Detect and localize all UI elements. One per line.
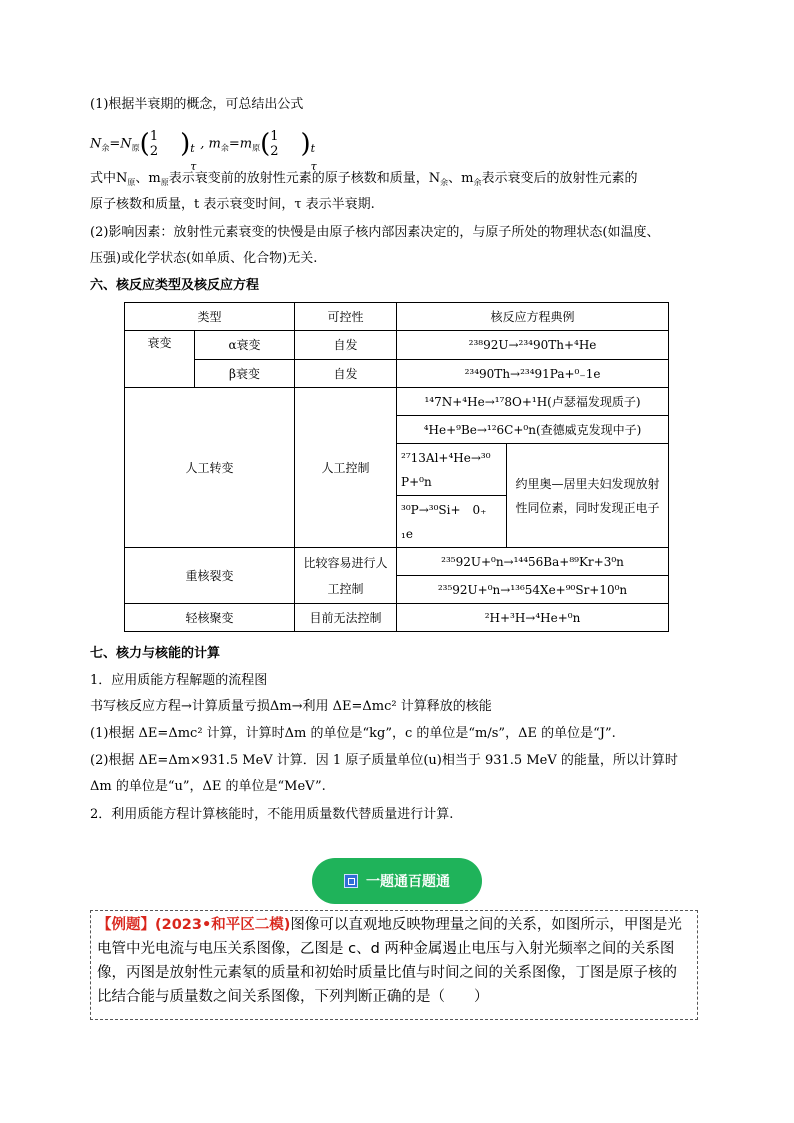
fusion-control: 目前无法控制 bbox=[295, 604, 397, 632]
banner-one-question bbox=[312, 858, 482, 904]
method-1: (1)根据 ΔE=Δmc² 计算，计算时Δm 的单位是“kg”，c 的单位是“m/s”，ΔE 的单位是“J”. bbox=[90, 726, 616, 741]
formula-explain-2: 原子核数和质量，t 表示衰变时间，τ 表示半衰期. bbox=[90, 197, 375, 212]
header-control: 可控性 bbox=[295, 303, 397, 331]
light-fusion: 轻核聚变 bbox=[125, 604, 295, 632]
curie-discovery: 约里奥—居里夫妇发现放射性同位素，同时发现正电子 bbox=[507, 444, 669, 548]
influence-factors-1: (2)影响因素：放射性元素衰变的快慢是由原子核内部因素决定的，与原子所处的物理状态(如温度、 bbox=[90, 225, 660, 240]
influence-factors-2: 压强)或化学状态(如单质、化合物)无关. bbox=[90, 251, 318, 266]
nuclear-reaction-table bbox=[124, 302, 669, 632]
chadwick-equation: ⁴He+⁹Be→¹²6C+⁰n(查德威克发现中子) bbox=[397, 416, 669, 444]
artificial-transmutation: 人工转变 bbox=[125, 388, 295, 548]
fission-control: 比较容易进行人工控制 bbox=[295, 548, 397, 604]
header-type: 类型 bbox=[125, 303, 295, 331]
alpha-control: 自发 bbox=[295, 331, 397, 360]
flow-title: 1．应用质能方程解题的流程图 bbox=[90, 673, 268, 688]
method-2-cont: Δm 的单位是“u”，ΔE 的单位是“MeV”. bbox=[90, 779, 326, 794]
phosphorus-equation: ³⁰P→³⁰Si+ 0₊ ₁e bbox=[397, 496, 507, 548]
alpha-decay: α衰变 bbox=[195, 331, 295, 360]
half-life-intro: (1)根据半衰期的概念，可总结出公式 bbox=[90, 97, 304, 112]
beta-equation: ²³⁴90Th→²³⁴91Pa+⁰₋1e bbox=[397, 360, 669, 388]
fission-equation-2: ²³⁵92U+⁰n→¹³⁶54Xe+⁹⁰Sr+10⁰n bbox=[397, 576, 669, 604]
example-text: 图像可以直观地反映物理量之间的关系，如图所示，甲图是光电管中光电流与电压关系图像，乙图是 c、d 两种金属遏止电压与入射光频率之间的关系图像，丙图是放射性元素氡的质量和初始时质量比值与时间之间的关系图像，丁图是原子核的比结合能与质量数之间关系图像，下列判断正确的是（ ） bbox=[97, 917, 682, 1005]
aluminum-equation: ²⁷13Al+⁴He→³⁰ P+⁰n bbox=[397, 444, 507, 496]
decay-cell: 衰变 bbox=[125, 331, 195, 388]
beta-decay: β衰变 bbox=[195, 360, 295, 388]
method-2: (2)根据 ΔE=Δm×931.5 MeV 计算．因 1 原子质量单位(u)相当于 931.5 MeV 的能量，所以计算时 bbox=[90, 753, 678, 768]
fission-equation-1: ²³⁵92U+⁰n→¹⁴⁴56Ba+⁸⁹Kr+3⁰n bbox=[397, 548, 669, 576]
fusion-equation: ²H+³H→⁴He+⁰n bbox=[397, 604, 669, 632]
flow-steps: 书写核反应方程→计算质量亏损Δm→利用 ΔE=Δmc² 计算释放的核能 bbox=[90, 699, 492, 714]
alpha-equation: ²³⁸92U→²³⁴90Th+⁴He bbox=[397, 331, 669, 360]
header-equation: 核反应方程典例 bbox=[397, 303, 669, 331]
note-2: 2．利用质能方程计算核能时，不能用质量数代替质量进行计算. bbox=[90, 807, 454, 822]
banner-label: 一题通百题通 bbox=[366, 874, 450, 890]
formula-explain-1: 式中$N_原$、$m_原$表示衰变前的放射性元素的原子核数和质量，$N_余$、$m_余$表示衰变后的放射性元素的 bbox=[90, 171, 638, 187]
beta-control: 自发 bbox=[295, 360, 397, 388]
heavy-fission: 重核裂变 bbox=[125, 548, 295, 604]
square-icon bbox=[344, 874, 358, 888]
section-7-heading: 七、核力与核能的计算 bbox=[90, 646, 221, 661]
example-tag: 【例题】(2023•和平区二模) bbox=[97, 917, 291, 933]
example-box bbox=[90, 910, 698, 1020]
artificial-control: 人工控制 bbox=[295, 388, 397, 548]
section-6-heading: 六、核反应类型及核反应方程 bbox=[90, 278, 260, 293]
rutherford-equation: ¹⁴7N+⁴He→¹⁷8O+¹H(卢瑟福发现质子) bbox=[397, 388, 669, 416]
half-life-formula: $N_余=N_原$( 1 2 ) t τ , $m_余=m_原$( 1 2 ) t τ bbox=[90, 129, 317, 173]
